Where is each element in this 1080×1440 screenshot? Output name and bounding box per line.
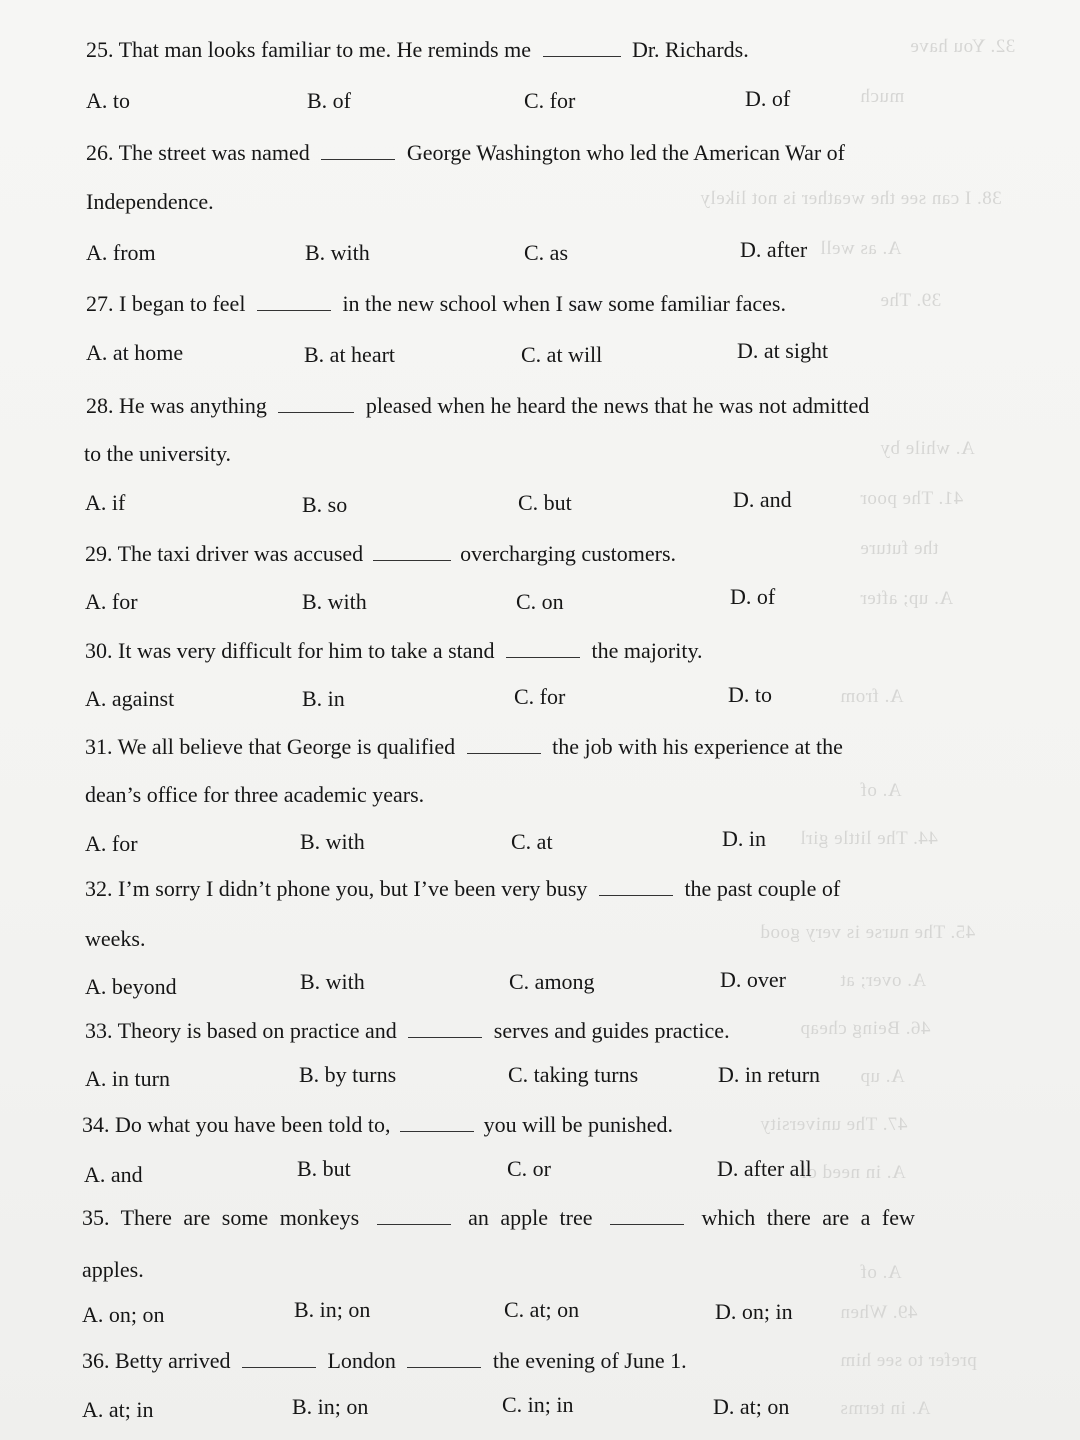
option-c: C. taking turns [508,1062,639,1087]
option-c: C. at will [521,342,603,367]
question-text: 35. There are some monkeys [82,1205,360,1230]
answer-blank [610,1204,684,1225]
show-through: A. of [860,780,902,801]
option-c: C. for [524,88,576,113]
option-d: D. at; on [713,1394,790,1419]
option-c: C. but [518,490,572,515]
answer-blank [467,733,541,754]
option-b: B. with [300,969,365,994]
option-a: A. if [85,490,126,515]
question-text-after: the past couple of [684,876,841,901]
option-b: B. so [302,492,348,517]
answer-blank [407,1347,481,1368]
question-text-after: the job with his experience at the [552,734,843,759]
question-continuation: apples. [82,1257,144,1282]
answer-blank [599,875,673,896]
question-text-after: George Washington who led the American War of [406,140,845,165]
question-text-after: in the new school when I saw some familiar faces. [342,291,786,316]
option-b: B. with [305,240,370,265]
show-through: 46. Being cheap [800,1018,931,1039]
question-text-after: the evening of June 1. [492,1348,687,1373]
show-through: prefer to see him [840,1350,977,1371]
question-text: 30. It was very difficult for him to take a stand [85,638,495,663]
question-28 [86,392,869,419]
option-a: A. against [85,686,175,711]
question-text-mid: an apple tree [468,1205,593,1230]
show-through: 45. The nurse is very good [760,922,976,943]
question-text-after: Dr. Richards. [632,37,749,62]
question-text-after: pleased when he heard the news that he was not admitted [365,393,870,418]
option-b: B. of [307,88,351,113]
question-continuation: dean’s office for three academic years. [85,782,425,807]
option-a: A. and [84,1162,143,1187]
question-35 [82,1204,915,1231]
question-text-after: you will be punished. [483,1112,673,1137]
question-text: 36. Betty arrived [82,1348,231,1373]
option-d: D. in return [718,1062,821,1087]
option-b: B. with [300,829,365,854]
question-text: 34. Do what you have been told to, [82,1112,391,1137]
option-a: A. beyond [85,974,177,999]
option-d: D. and [733,487,792,512]
option-b: B. in [302,686,345,711]
answer-blank [543,36,621,57]
answer-blank [321,139,395,160]
option-a: A. at home [86,340,184,365]
question-text: 29. The taxi driver was accused [85,541,364,566]
show-through: A. up [860,1066,905,1087]
show-through: A. of [860,1262,902,1283]
answer-blank [506,637,580,658]
show-through: 44. The little girl [800,828,938,849]
option-a: A. at; in [82,1397,154,1422]
option-d: D. on; in [715,1299,793,1324]
question-text: 32. I’m sorry I didn’t phone you, but I’ve been very busy [85,876,588,901]
option-b: B. by turns [299,1062,397,1087]
answer-blank [242,1347,316,1368]
option-a: A. in turn [85,1066,170,1091]
question-31 [85,733,843,760]
option-a: A. for [85,831,138,856]
question-text: 28. He was anything [86,393,267,418]
option-c: C. for [514,684,566,709]
question-text-after: the majority. [591,638,703,663]
show-through: 49. When [840,1302,918,1323]
show-through: A. in need of [800,1162,906,1183]
option-d: D. of [730,584,776,609]
question-text: 26. The street was named [86,140,310,165]
question-continuation: to the university. [84,441,232,466]
show-through: A. as well [820,238,902,259]
answer-blank [257,290,331,311]
show-through: 38. I can see the weather is not likely [700,188,1002,209]
answer-blank [400,1111,474,1132]
show-through: 41. The poor [860,488,964,509]
question-text: 27. I began to feel [86,291,246,316]
question-25 [86,36,749,63]
option-b: B. with [302,589,367,614]
question-34 [82,1111,673,1138]
option-d: D. at sight [737,338,829,363]
show-through: 39. The [880,290,942,311]
option-d: D. of [745,86,791,111]
question-text-after: which there are a few [701,1205,915,1230]
option-b: B. in; on [294,1297,371,1322]
question-continuation: weeks. [85,926,146,951]
question-text-after: overcharging customers. [460,541,677,566]
question-27 [86,290,786,317]
answer-blank [373,540,451,561]
question-30 [85,637,703,664]
option-a: A. to [86,88,130,113]
answer-blank [278,392,354,413]
option-c: C. or [507,1156,551,1181]
show-through: A. while by [880,438,975,459]
option-c: C. as [524,240,568,265]
show-through: much [860,86,905,107]
show-through: A. from [840,686,904,707]
show-through: 32. You have [910,36,1016,57]
option-d: D. over [720,967,786,992]
option-a: A. for [85,589,138,614]
option-a: A. on; on [82,1302,165,1327]
option-b: B. in; on [292,1394,369,1419]
answer-blank [408,1017,482,1038]
option-b: B. at heart [304,342,396,367]
question-26 [86,139,845,166]
question-text: 25. That man looks familiar to me. He reminds me [86,37,531,62]
show-through: A. up; after [860,588,954,609]
option-c: C. in; in [502,1392,574,1417]
question-32 [85,875,840,902]
show-through: 47. The university [760,1114,908,1135]
show-through: A. in terms [840,1398,931,1419]
option-b: B. but [297,1156,351,1181]
question-text: 33. Theory is based on practice and [85,1018,397,1043]
question-29 [85,540,676,567]
answer-blank [377,1204,451,1225]
option-d: D. in [722,826,766,851]
option-d: D. after [740,237,808,262]
question-33 [85,1017,730,1044]
question-continuation: Independence. [86,189,214,214]
question-text-mid: London [327,1348,396,1373]
question-36 [82,1347,687,1374]
show-through: the future [860,538,939,559]
option-c: C. on [516,589,564,614]
question-text-after: serves and guides practice. [493,1018,730,1043]
option-c: C. among [509,969,595,994]
option-c: C. at [511,829,553,854]
show-through: A. over; at [840,970,927,991]
question-text: 31. We all believe that George is qualified [85,734,456,759]
option-c: C. at; on [504,1297,580,1322]
option-a: A. from [86,240,156,265]
option-d: D. after all [717,1156,812,1181]
option-d: D. to [728,682,772,707]
